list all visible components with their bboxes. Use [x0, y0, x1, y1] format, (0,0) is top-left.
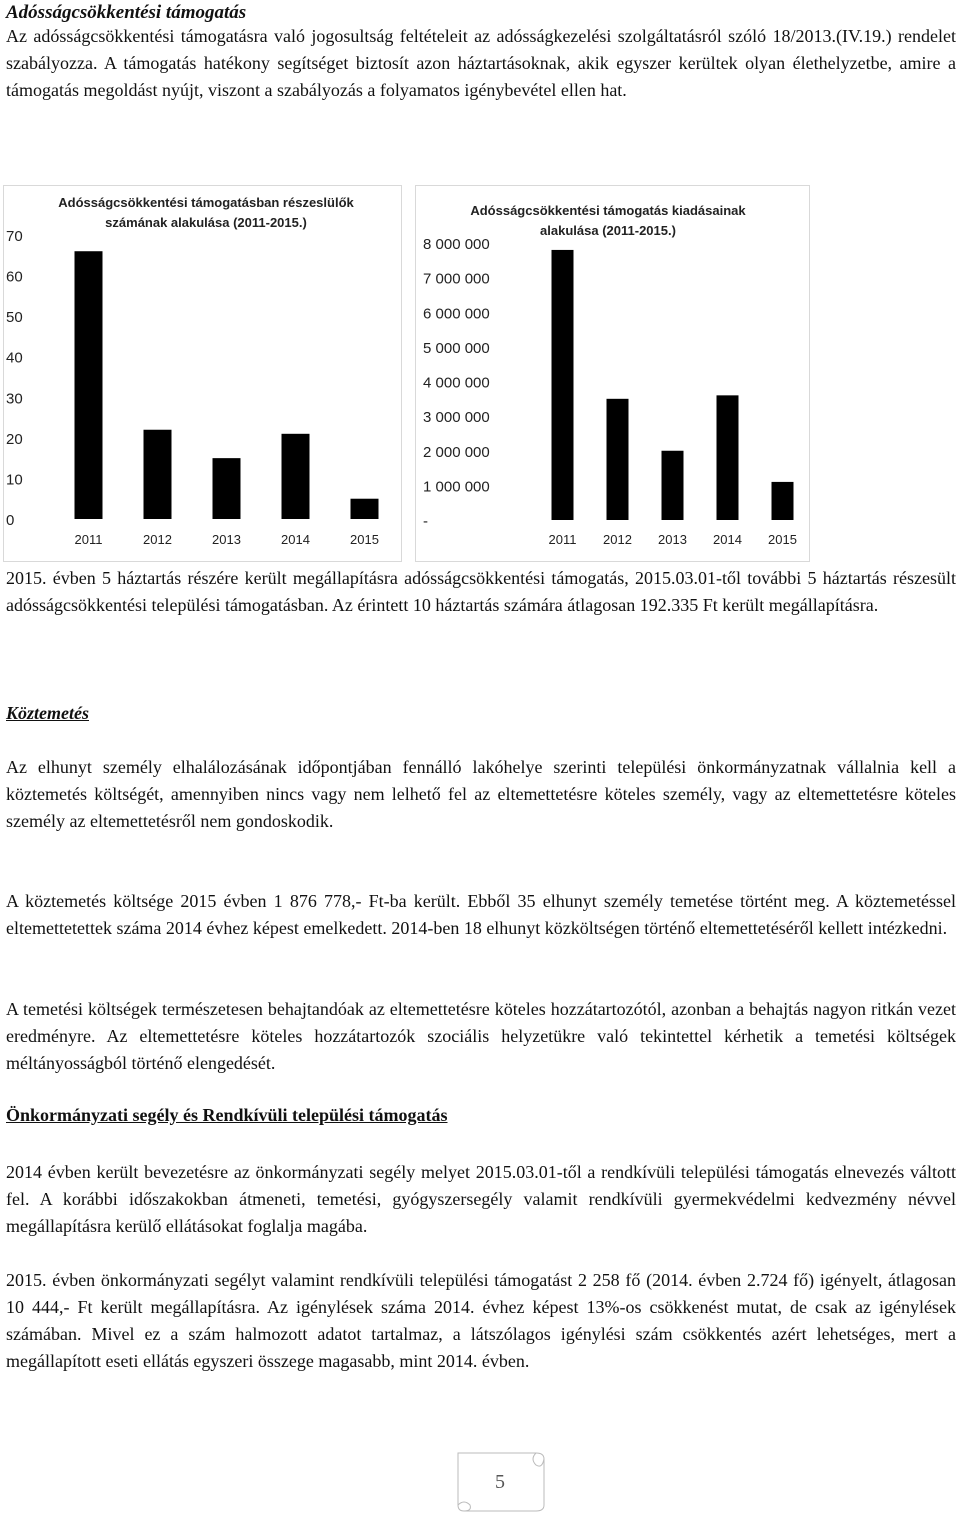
section-heading-onkormanyzati-segely: Önkormányzati segély és Rendkívüli települési támogatás: [6, 1105, 448, 1125]
chart-expenses-svg: [416, 186, 809, 561]
c2-ytick-label: 6 000 000: [423, 305, 490, 323]
c2-category-label: 2015: [768, 532, 797, 547]
c2-ytick-label: 8 000 000: [423, 236, 490, 253]
section-heading-adossagcsokkentes: Adósságcsökkentési támogatás: [6, 2, 247, 23]
c1-bar: [282, 434, 310, 519]
c1-bar: [213, 458, 241, 519]
paragraph-segely-2015: 2015. évben önkormányzati segélyt valamint rendkívüli települési támogatást 2 258 fő (2014. évben 2.724 fő) igényelt, átlagosan 10 444,- Ft került megállapításra. Az igénylések száma 2014. évhez képest 13%-os csökkenést mutat, de csak az igénylések számában. Mivel ez a szám halmozott adatot tartalmaz, a látszólagos igénylési szám csökkentés azért lehetséges, mert a megállapított eseti ellátás egyszeri összege magasabb, mint 2014. évben.: [6, 1270, 956, 1371]
c2-bar: [552, 250, 574, 520]
c1-title-line: számának alakulása (2011-2015.): [105, 215, 307, 230]
c2-bar: [662, 451, 684, 520]
page-number: 5: [495, 1471, 505, 1493]
c1-category-label: 2011: [74, 532, 103, 547]
c2-category-label: 2013: [658, 532, 687, 547]
chart-expenses: [415, 185, 810, 562]
c1-category-label: 2015: [350, 532, 379, 547]
c2-category-label: 2014: [713, 532, 742, 547]
paragraph-koztemetes-recovery: A temetési költségek természetesen behajtandóak az eltemettetésre köteles hozzátartozótól, azonban a behajtás nagyon ritkán vezet eredményre. Az eltemettetésre köteles hozzátartozók szociális helyzetükre való tekintettel kérhetik a temetési költségek méltányosságból történő elengedését.: [6, 999, 956, 1073]
c1-bar: [351, 499, 379, 519]
c2-ytick-label: 4 000 000: [423, 374, 490, 392]
c2-ytick-label: 2 000 000: [423, 443, 490, 461]
c1-category-label: 2012: [143, 532, 172, 547]
paragraph-segely-intro: 2014 évben került bevezetésre az önkormányzati segély melyet 2015.03.01-től a rendkívüli települési támogatás elnevezés váltott fel. A korábbi időszakokban átmeneti, temetési, gyógyszersegély valamit rendkívüli gyermekvédelmi kedvezmény névvel megállapításra kerülő ellátásokat foglalja magába.: [6, 1162, 956, 1236]
c2-ytick-label: 1 000 000: [423, 478, 490, 496]
c2-bar: [772, 482, 794, 520]
c1-category-label: 2014: [281, 532, 310, 547]
chart-recipients-svg: [4, 186, 401, 561]
c1-ytick-label: 0: [6, 512, 15, 529]
paragraph-2015-households: 2015. évben 5 háztartás részére került megállapításra adósságcsökkentési támogatás, 2015.03.01-től további 5 háztartás részesült adósságcsökkentési települési támogatásban. Az érintett 10 háztartás számára átlagosan 192.335 Ft került megállapításra.: [6, 568, 956, 615]
c1-ytick-label: 40: [6, 349, 23, 367]
c2-ytick-label: 7 000 000: [423, 270, 490, 288]
c2-title-line: Adósságcsökkentési támogatás kiadásainak: [470, 203, 746, 218]
c1-ytick-label: 50: [6, 309, 23, 327]
c1-title-line: Adósságcsökkentési támogatásban részeslülők: [58, 195, 354, 210]
c1-bar: [75, 251, 103, 519]
c2-title-line: alakulása (2011-2015.): [540, 223, 676, 238]
chart-recipients: [3, 185, 402, 562]
c1-ytick-label: 60: [6, 268, 23, 286]
c2-bar: [717, 395, 739, 520]
c2-ytick-label: -: [423, 513, 428, 530]
c2-category-label: 2012: [603, 532, 632, 547]
c2-ytick-label: 5 000 000: [423, 339, 490, 357]
section-heading-koztemetes: Köztemetés: [6, 703, 89, 723]
c1-ytick-label: 30: [6, 390, 23, 408]
c1-ytick-label: 10: [6, 471, 23, 489]
c2-bar: [607, 399, 629, 520]
paragraph-koztemetes-rule: Az elhunyt személy elhalálozásának időpontjában fennálló lakóhelye szerinti települési önkormányzatnak vállalnia kell a köztemetés költségét, amennyiben nincs vagy nem lelhető fel az eltemettetésre köteles személy, vagy az eltemettetésre köteles személy az eltemettetésről nem gondoskodik.: [6, 757, 956, 831]
c2-category-label: 2011: [548, 532, 577, 547]
page-footer: [450, 1445, 550, 1515]
c2-ytick-label: 3 000 000: [423, 409, 490, 427]
c1-ytick-label: 20: [6, 430, 23, 448]
c1-category-label: 2013: [212, 532, 241, 547]
paragraph-koztemetes-cost: A köztemetés költsége 2015 évben 1 876 778,- Ft-ba került. Ebből 35 elhunyt személy temetése történt meg. A köztemetéssel eltemettetettek száma 2014 évhez képest emelkedett. 2014-ben 18 elhunyt közköltségen történő eltemettetéséről kellett intézkedni.: [6, 891, 956, 938]
c1-ytick-label: 70: [6, 228, 23, 245]
c1-bar: [144, 430, 172, 519]
paragraph-intro: Az adósságcsökkentési támogatásra való jogosultság feltételeit az adósságkezelési szolgáltatásról szóló 18/2013.(IV.19.) rendelet szabályozza. A támogatás hatékony segítséget biztosít azon háztartásoknak, akik egyszer kerültek olyan élethelyzetbe, amire a támogatás megoldást nyújt, viszont a szabályozás a folyamatos igénybevétel ellen hat.: [6, 26, 956, 100]
